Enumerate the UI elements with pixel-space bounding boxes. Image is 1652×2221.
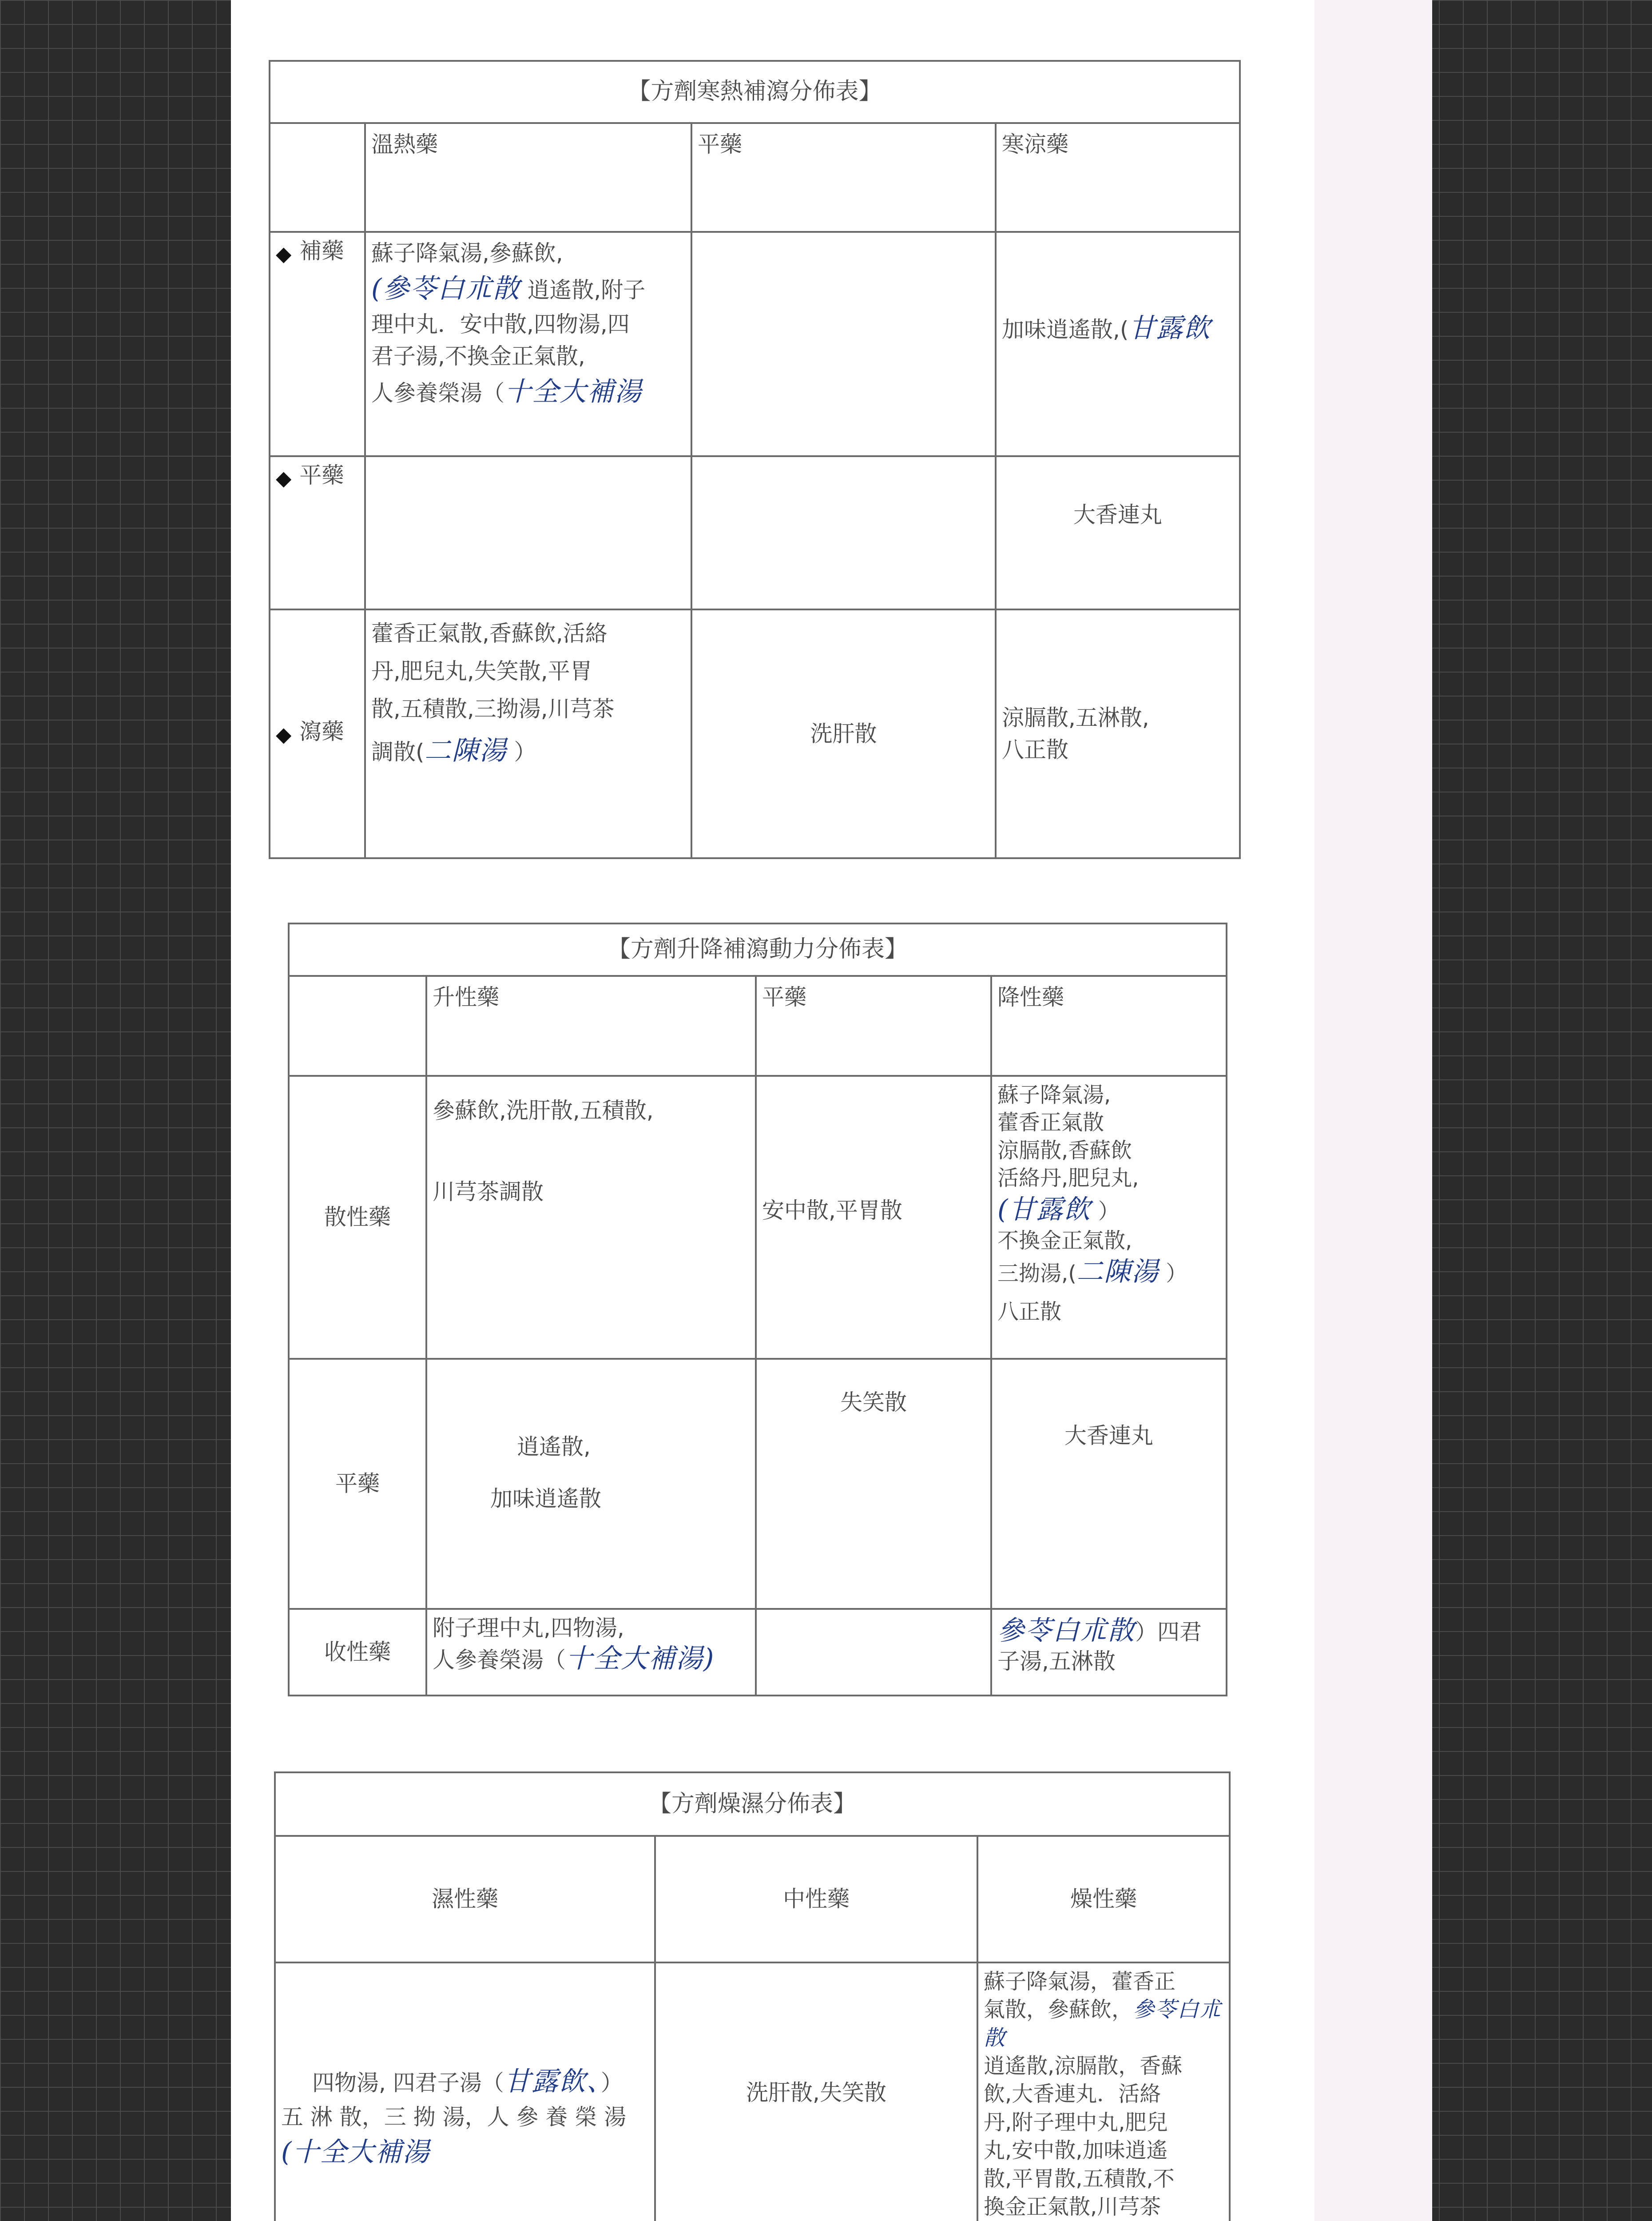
- table-cell: 大香連丸: [996, 456, 1240, 609]
- table-cell: 失笑散: [756, 1359, 991, 1609]
- table-cell: 洗肝散: [691, 609, 996, 858]
- row-label: [270, 609, 365, 858]
- table-cell: 涼膈散,五淋散, 八正散: [996, 609, 1240, 858]
- table-cell: 大香連丸: [991, 1359, 1227, 1609]
- table-cell: 安中散,平胃散: [756, 1076, 991, 1359]
- table-cold-heat: [269, 60, 1241, 859]
- col-header: 升性藥: [426, 976, 756, 1076]
- col-header: 平藥: [756, 976, 991, 1076]
- table-cell: 四物湯, 四君子湯（甘露飲、） 五 淋 散，三 拗 湯，人 參 養 榮 湯 (十全大補湯: [275, 1962, 655, 2221]
- table-cell: 逍遙散, 加味逍遙散: [426, 1359, 756, 1609]
- col-header: 降性藥: [991, 976, 1227, 1076]
- table-cell: 蘇子降氣湯，藿香正 氣散，參蘇飲，參苓白朮散 逍遙散,涼膈散，香蘇 飲,大香連丸．活絡 丹,附子理中丸,肥兒 丸,安中散,加味逍遙 散,平胃散,五積散,不 換金正氣散,川芎茶: [977, 1962, 1230, 2221]
- row-label: 平藥: [289, 1359, 426, 1609]
- table-cell: [691, 232, 996, 456]
- table-caption: 【方劑升降補瀉動力分佈表】: [289, 923, 1227, 976]
- col-header: 中性藥: [655, 1836, 977, 1962]
- diamond-bullet-icon: ◆: [276, 242, 292, 266]
- row-label-text: 瀉藥: [299, 718, 344, 744]
- table-cell: 附子理中丸,四物湯, 人參養榮湯（十全大補湯): [426, 1609, 756, 1696]
- diamond-bullet-icon: ◆: [276, 722, 292, 746]
- col-header: 溫熱藥: [365, 123, 691, 232]
- table-cell: 加味逍遙散,(甘露飲: [996, 232, 1240, 456]
- table-cell: 蘇子降氣湯,參蘇飲, (參苓白朮散 逍遙散,附子 理中丸．安中散,四物湯,四 君子湯,不換金正氣散, 人參養榮湯（十全大補湯: [365, 232, 691, 456]
- table-cell: [365, 456, 691, 609]
- table-cell: 蘇子降氣湯, 藿香正氣散 涼膈散,香蘇飲 活絡丹,肥兒丸, (甘露飲 ） 不換金正氣散, 三拗湯,(二陳湯 ） 八正散: [991, 1076, 1227, 1359]
- header-corner: [270, 123, 365, 232]
- row-label: [270, 232, 365, 456]
- row-label: [270, 456, 365, 609]
- diamond-bullet-icon: ◆: [276, 466, 292, 490]
- table-cell: [691, 456, 996, 609]
- table-cell: 洗肝散,失笑散: [655, 1962, 977, 2221]
- row-label-text: 平藥: [299, 462, 344, 488]
- col-header: 燥性藥: [977, 1836, 1230, 1962]
- table-cell: 參苓白朮散）四君 子湯,五淋散: [991, 1609, 1227, 1696]
- table-dry-wet: [274, 1771, 1231, 2221]
- table-ascend-descend: [288, 923, 1227, 1696]
- table-caption: 【方劑寒熱補瀉分佈表】: [270, 61, 1240, 123]
- side-panel: [1314, 0, 1432, 2221]
- table-cell: 參蘇飲,洗肝散,五積散, 川芎茶調散: [426, 1076, 756, 1359]
- col-header: 寒涼藥: [996, 123, 1240, 232]
- row-label-text: 補藥: [299, 238, 344, 264]
- table-cell: [756, 1609, 991, 1696]
- col-header: 平藥: [691, 123, 996, 232]
- table-caption: 【方劑燥濕分佈表】: [275, 1772, 1230, 1836]
- header-corner: [289, 976, 426, 1076]
- row-label: 散性藥: [289, 1076, 426, 1359]
- table-cell: 藿香正氣散,香蘇飲,活絡 丹,肥兒丸,失笑散,平胃 散,五積散,三拗湯,川芎茶 調散(二陳湯 ）: [365, 609, 691, 858]
- col-header: 濕性藥: [275, 1836, 655, 1962]
- row-label: 收性藥: [289, 1609, 426, 1696]
